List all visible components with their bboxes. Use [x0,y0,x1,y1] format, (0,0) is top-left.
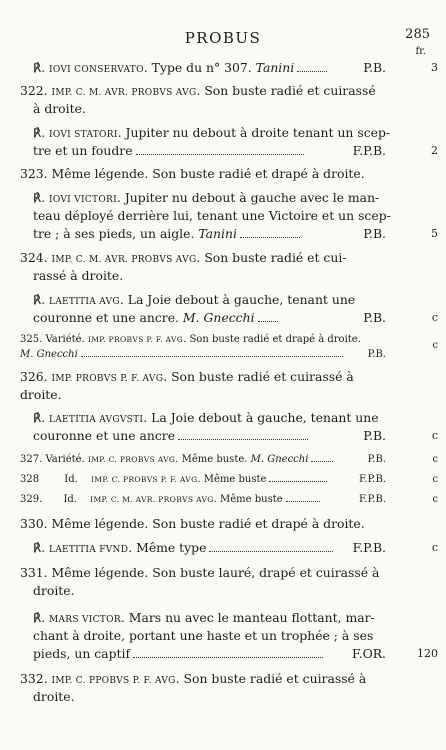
coin-legend: MARS VICTOR [48,615,121,625]
rarity-value: c [431,311,438,324]
entry-text: tre et un foudre [33,143,133,158]
entry-line-cont [0,346,446,364]
denomination: P.B. [367,454,386,465]
reverse-entry-line [0,189,446,207]
entry-line [0,368,446,386]
coin-legend: LAETITIA FVND [48,545,129,555]
rarity-value: 3 [431,61,438,74]
rarity-value: c [432,454,438,465]
leader-dots [311,459,333,462]
reverse-mark: ℟. [33,411,46,425]
denomination: P.B. [363,226,386,241]
entry-text: couronne et une ancre [33,428,176,443]
entry-text: chant à droite, portant une haste et un trophée ; à ses [33,628,374,643]
entry-text: . Son buste radié et cuirassé à [163,369,354,384]
entry-text: pieds, un captif [33,646,131,661]
leader-dots [286,499,320,502]
entry-text: . La Joie debout à gauche, tenant une [143,410,379,425]
coin-legend: IMP. C. PPOBVS P. F. AVG [51,676,176,686]
reverse-entry-line [0,609,446,627]
entry-number: 331. [20,565,48,580]
entry-text: . Mars nu avec le manteau flottant, mar- [120,610,375,625]
coin-legend: LAETITIA AVGVSTI [48,415,144,425]
entry-line-cont [0,386,446,404]
entry-text: rassé à droite. [33,268,124,283]
entry-text: . Type du n° 307. [143,60,256,75]
reverse-mark: ℟. [33,293,46,307]
reverse-entry-line [0,124,446,142]
coin-legend: LAETITIA AVG [48,297,120,307]
rarity-value: c [431,429,438,442]
rarity-value: c [432,474,438,485]
reverse-mark: ℟. [33,191,46,205]
entry-text: . La Joie debout à gauche, tenant une [119,292,356,307]
entry-number: 329. [20,494,43,505]
entry-text: teau déployé derrière lui, tenant une Victoire et un scep- [33,208,391,223]
denomination: F.P.B. [359,474,386,485]
rarity-value: c [432,494,438,505]
entry-line [0,670,446,688]
leader-dots [209,549,333,552]
reverse-entry-line [0,59,446,77]
denomination: P.B. [363,428,386,443]
variant-label: Id. [63,494,77,505]
entry-text: Même légende. Son buste radié et drapé à droite. [51,516,365,531]
coin-legend: IOVI STATORI [48,130,118,140]
entry-text: à droite. [33,101,86,116]
variant-label: Variété. [45,334,88,345]
leader-dots [136,152,304,155]
entry-line-cont [0,142,446,160]
entry-text: . Jupiter nu debout à droite tenant un scep- [117,125,391,140]
denomination: P.B. [367,349,386,360]
page-title: PROBUS [184,29,262,47]
leader-dots [297,69,327,72]
entry-line [0,82,446,100]
entry-line-cont [0,427,446,445]
entry-text: . Même buste. [175,454,251,465]
entry-line-cont [0,688,446,706]
coin-legend: IMP. C. M. AVR. PROBVS AVG [51,88,197,98]
entry-line [0,564,446,582]
coin-legend: IMP. PROBVS P. F. AVG [51,374,164,384]
entry-line-cont [0,627,446,645]
rarity-value: 5 [431,227,438,240]
variant-label: Variété. [45,454,88,465]
entry-text: droite. [20,387,62,402]
entry-text: droite. [33,583,75,598]
coin-legend: IOVI CONSERVATO [48,65,144,75]
entry-text: couronne et une ancre. [33,310,183,325]
coin-legend: IMP. C. M. AVR. PROBVS AVG [90,495,214,504]
coin-legend: IOVI VICTORI [48,195,117,205]
entry-number: 322. [20,83,48,98]
leader-dots [269,479,327,482]
reverse-mark: ℟. [33,61,46,75]
rarity-value: c [431,541,438,554]
entry-text: tre ; à ses pieds, un aigle. [33,226,199,241]
leader-dots [81,354,343,357]
entry-text: . Même buste [213,494,283,505]
entry-number: 325. [20,334,43,345]
rarity-value: 120 [417,647,438,660]
leader-dots [133,655,323,658]
denomination: P.B. [363,60,386,75]
entry-text: Même légende. Son buste radié et drapé à droite. [51,166,365,181]
entry-line-cont [0,100,446,118]
reverse-entry-line [0,409,446,427]
entry-line-cont [0,582,446,600]
entry-number: 327. [20,454,43,465]
reverse-mark: ℟. [33,541,46,555]
entry-number: 328 [20,474,40,485]
leader-dots [258,319,278,322]
entry-line [0,515,446,533]
reverse-entry-line [0,539,446,557]
reference: M. Gnecchi [20,349,78,360]
reference: Tanini [255,60,295,75]
page-number: 285 [405,27,430,42]
entry-line [0,451,446,469]
entry-line [0,249,446,267]
leader-dots [240,235,300,238]
denomination: F.OR. [351,646,386,661]
reverse-mark: ℟. [33,611,46,625]
entry-text: . Jupiter nu debout à gauche avec le man- [116,190,380,205]
entry-text: . Même type [128,540,207,555]
rarity-value: c [432,340,438,351]
entry-line [0,165,446,183]
entry-line [0,471,446,489]
reverse-mark: ℟. [33,126,46,140]
denomination: P.B. [363,310,386,325]
reference: M. Gnecchi [250,454,309,465]
coin-legend: IMP. PROBVS P. F. AVG [87,335,184,344]
denomination: F.P.B. [352,143,386,158]
coin-legend: IMP. C. PROBVS P. F. AVG [91,475,198,484]
entry-number: 330. [20,516,48,531]
coin-legend: IMP. C. M. AVR. PROBVS AVG [51,255,197,265]
entry-line-cont [0,207,446,225]
entry-text: . Son buste radié et cuirassé à [175,671,367,686]
entry-line-cont [0,267,446,285]
denomination: F.P.B. [359,494,386,505]
denomination: F.P.B. [352,540,386,555]
variant-label: Id. [64,474,78,485]
entry-text: . Son buste radié et cui- [196,250,347,265]
entry-number: 326. [20,369,48,384]
entry-text: . Son buste radié et cuirassé [196,83,376,98]
entry-text: . Même buste [197,474,267,485]
entry-line-cont [0,225,446,243]
entry-line-cont [0,645,446,663]
leader-dots [178,437,308,440]
rarity-value: 2 [431,144,438,157]
reference: Tanini [198,226,237,241]
entry-text: Même légende. Son buste lauré, drapé et cuirassé à [51,565,380,580]
entry-text: droite. [33,689,75,704]
reference: M. Gnecchi [182,310,255,325]
entry-line [0,491,446,509]
entry-line-cont [0,309,446,327]
rarity-column-header: fr. [415,46,426,57]
entry-number: 332. [20,671,48,686]
entry-number: 323. [20,166,48,181]
reverse-entry-line [0,291,446,309]
entry-number: 324. [20,250,48,265]
entry-text: . Son buste radié et drapé à droite. [183,334,361,345]
coin-legend: IMP. C. PROBVS AVG [87,455,176,464]
